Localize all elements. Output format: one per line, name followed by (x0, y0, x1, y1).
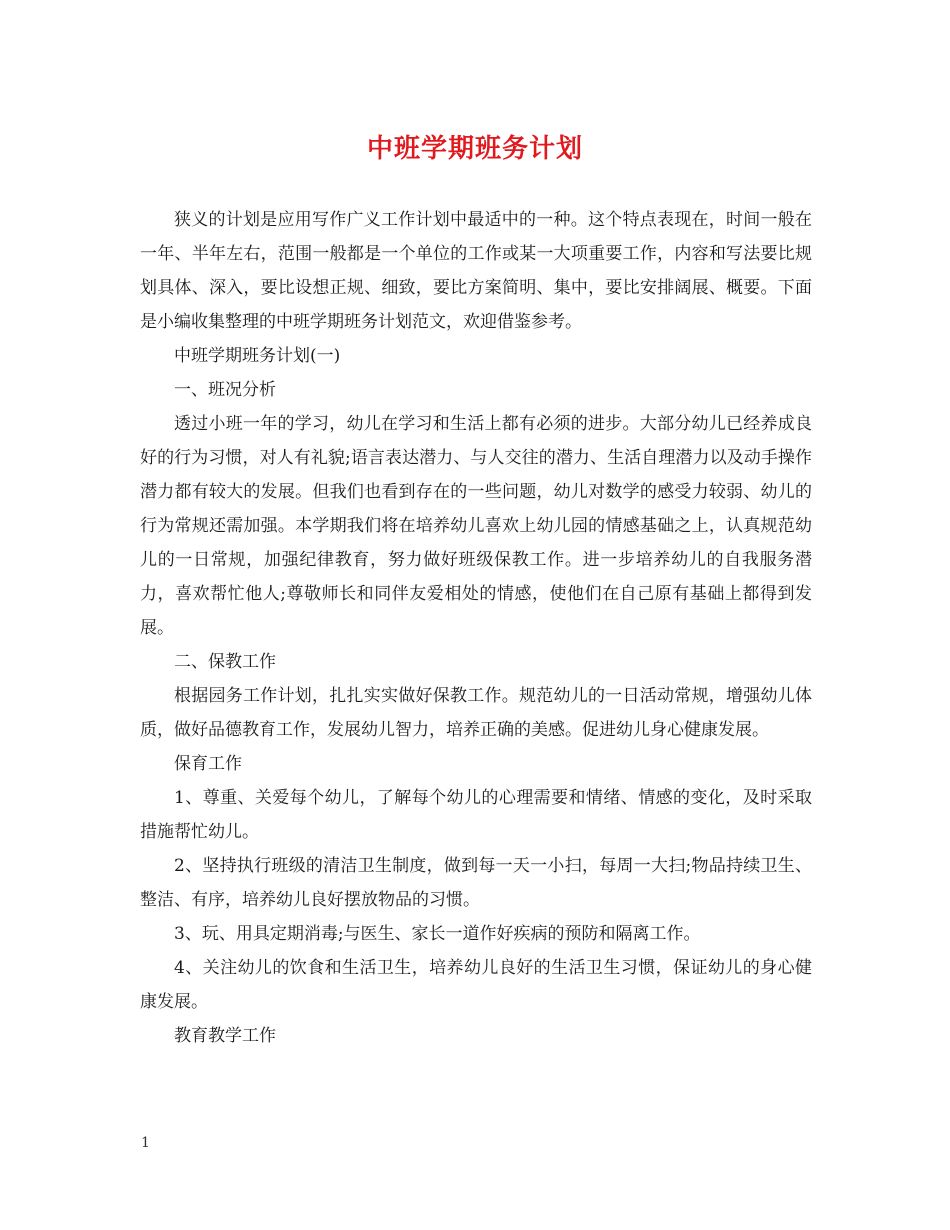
list-item: 4、关注幼儿的饮食和生活卫生，培养幼儿良好的生活卫生习惯，保证幼儿的身心健康发展。 (140, 958, 812, 1012)
document-body (140, 203, 812, 1053)
intro-paragraph: 狭义的计划是应用写作广义工作计划中最适中的一种。这个特点表现在，时间一般在一年、半年左右，范围一般都是一个单位的工作或某一大项重要工作，内容和写法要比规划具体、深入，要比设想正规、细致，要比方案简明、集中，要比安排阔展、概要。下面是小编收集整理的中班学期班务计划范文，欢迎借鉴参考。 (140, 210, 812, 332)
document-title: 中班学期班务计划 (366, 134, 583, 164)
list-item: 3、玩、用具定期消毒;与医生、家长一道作好疾病的预防和隔离工作。 (174, 924, 701, 944)
section-heading: 教育教学工作 (174, 1026, 276, 1046)
page-number: 1 (141, 1135, 150, 1151)
list-item: 1、尊重、关爱每个幼儿，了解每个幼儿的心理需要和情绪、情感的变化，及时采取措施帮忙幼儿。 (140, 788, 812, 842)
section-heading: 保育工作 (174, 754, 242, 774)
list-item: 2、坚持执行班级的清洁卫生制度，做到每一天一小扫，每周一大扫;物品持续卫生、整洁、有序，培养幼儿良好摆放物品的习惯。 (140, 856, 812, 910)
section-heading: 一、班况分析 (174, 380, 276, 400)
body-paragraph: 根据园务工作计划，扎扎实实做好保教工作。规范幼儿的一日活动常规，增强幼儿体质，做好品德教育工作，发展幼儿智力，培养正确的美感。促进幼儿身心健康发展。 (140, 686, 812, 740)
section-heading: 中班学期班务计划(一) (174, 346, 341, 366)
section-heading: 二、保教工作 (174, 652, 276, 672)
body-paragraph: 透过小班一年的学习，幼儿在学习和生活上都有必须的进步。大部分幼儿已经养成良好的行为习惯，对人有礼貌;语言表达潜力、与人交往的潜力、生活自理潜力以及动手操作潜力都有较大的发展。但我们也看到存在的一些问题，幼儿对数学的感受力较弱、幼儿的行为常规还需加强。本学期我们将在培养幼儿喜欢上幼儿园的情感基础之上，认真规范幼儿的一日常规，加强纪律教育，努力做好班级保教工作。进一步培养幼儿的自我服务潜力，喜欢帮忙他人;尊敬师长和同伴友爱相处的情感，使他们在自己原有基础上都得到发展。 (140, 414, 812, 638)
